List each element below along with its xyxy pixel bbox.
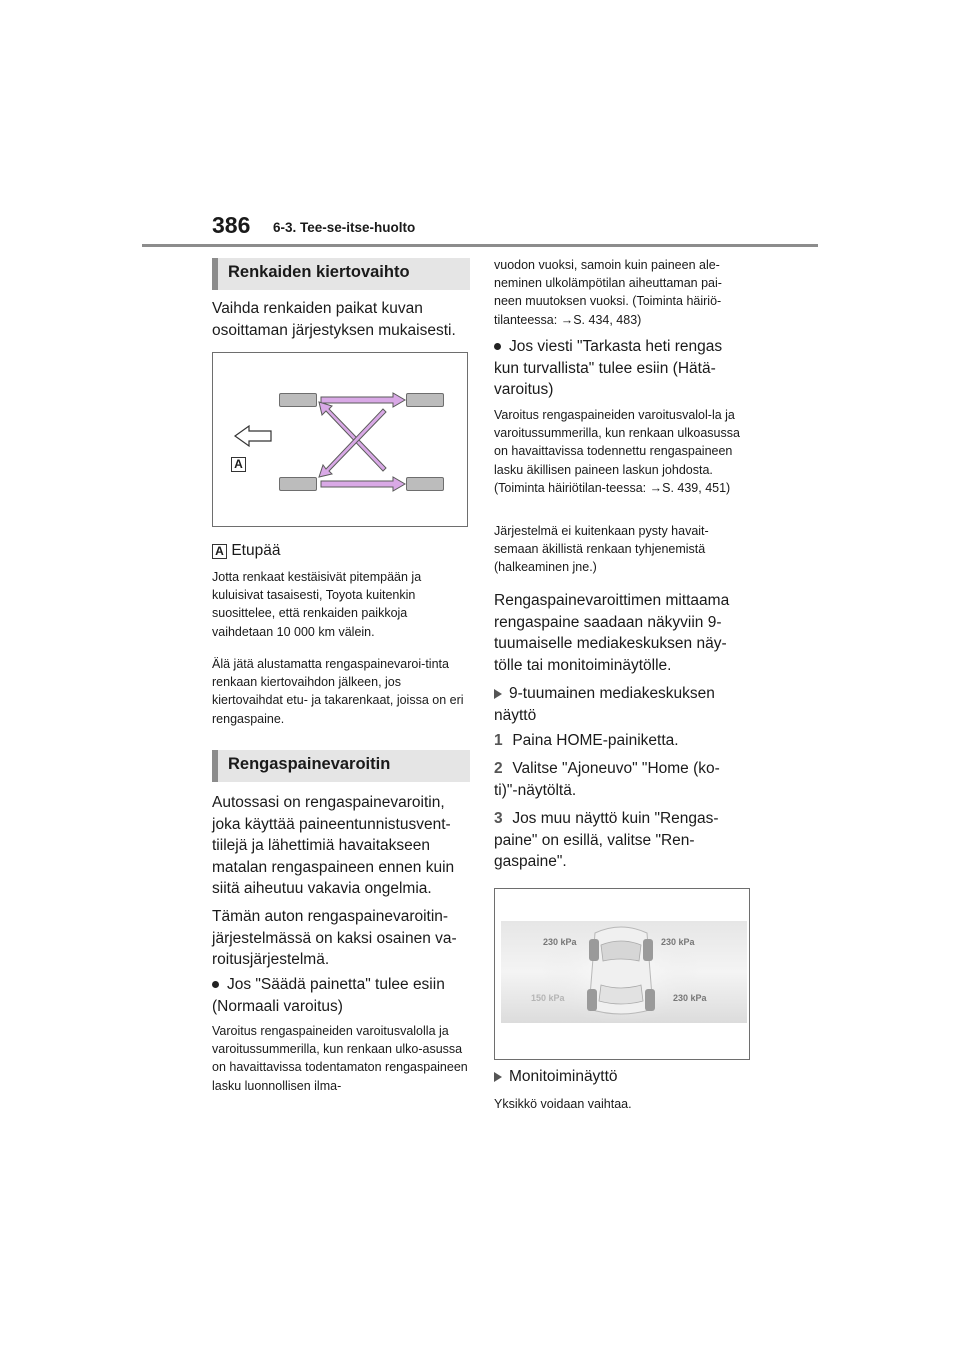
tpws-intro: Autossasi on rengaspainevaroitin, joka käyttää paineentunnistusvent-tiilejä ja lähettimiä havaitakseen matalan rengaspaineen ennen kuin siitä aiheutuu vakavia ongelmia. [212,794,455,897]
arrow-diagonal-up [319,402,386,471]
section-heading-tire-rotation: Renkaiden kiertovaihto [212,258,470,290]
figure-label-a: A [231,457,246,472]
wheel-rear-left [587,989,597,1011]
legend-front [212,540,280,562]
tpws-system: Tämän auton rengaspainevaroitin-järjestelmässä on kaksi osainen va-roitusjärjestelmä. [212,908,457,968]
wheel-front-left [589,939,599,961]
chapter-title: 6-3. Tee-se-itse-huolto [273,220,416,235]
pressure-rear-left: 150 kPa [531,993,565,1003]
legend-tag-a: A [212,544,227,559]
step-2 [494,758,734,801]
header-rule [142,244,818,247]
rotation-figure [212,352,468,527]
triangle-bullet-icon [494,689,502,699]
arrow-rear-left-to-right [321,477,405,491]
media-display-option [494,683,748,726]
step-number: 2 [494,760,503,777]
step-number: 1 [494,732,503,749]
step-3 [494,808,734,873]
normal-warning-note: Varoitus rengaspaineiden varoitusvalolla ja varoitussummerilla, kun renkaan ulko-asussa on havaittavissa todentamaton rengaspaineen lasku luonnollisen ilma- [212,1024,468,1093]
emergency-warning-note: Varoitus rengaspaineiden varoitusvalol-la ja varoitussummerilla, kun renkaan ulkoasussa on havaittavissa todennettu rengaspaineen lasku äkillisen paineen laskun johdosta. (Toiminta häiriötilan-teessa: →S. 439, 451) [494,408,740,495]
arrow-diagonal-down [319,409,386,477]
sudden-deflation-note: Järjestelmä ei kuitenkaan pysty havait-semaan äkillistä renkaan tyhjenemistä (halkeaminen jne.) [494,524,709,575]
bullet-dot [494,343,501,350]
media-display-option-text: 9-tuumainen mediakeskuksen näyttö [494,685,715,724]
tire-pressure-screen-figure [494,888,750,1060]
pressure-front-left: 230 kPa [543,937,577,947]
leak-note-continued: vuodon vuoksi, samoin kuin paineen ale-neminen ulkolämpötilan aiheuttaman pai-neen muutoksen vuoksi. (Toiminta häiriö-tilanteessa: →S. 434, 483) [494,258,722,327]
step-number: 3 [494,810,503,827]
rotation-arrows [213,353,469,528]
wheel-rear-right [645,989,655,1011]
section-heading-tpws: Rengaspainevaroitin [212,750,470,782]
pressure-display-intro: Rengaspainevaroittimen mittaama rengaspaine saadaan näkyviin 9-tuumaiselle mediakeskuksen näy-tölle tai monitoiminäytölle. [494,592,730,674]
bullet-normal-warning [212,974,470,1017]
step-1 [494,730,748,752]
bullet-emergency-warning [494,336,748,401]
bullet-emergency-warning-text: Jos viesti "Tarkasta heti rengas kun turvallista" tulee esiin (Hätä-varoitus) [494,338,723,398]
multi-display-option [494,1066,748,1088]
pressure-rear-right: 230 kPa [673,993,707,1003]
rotation-note-2: Älä jätä alustamatta rengaspainevaroi-tinta renkaan kiertovaihdon jälkeen, jos kiertovaihdat etu- ja takarenkaat, joissa on eri rengaspaine. [212,657,464,726]
step-text: Jos muu näyttö kuin "Rengas-paine" on esillä, valitse "Ren-gaspaine". [494,810,719,870]
pressure-front-right: 230 kPa [661,937,695,947]
step-text: Valitse "Ajoneuvo" "Home (ko-ti)"-näytöltä. [494,760,720,799]
legend-text: Etupää [231,542,281,559]
multi-display-option-text: Monitoiminäyttö [509,1068,618,1085]
step-text: Paina HOME-painiketta. [512,732,679,749]
bullet-dot [212,981,219,988]
wheel-front-right [643,939,653,961]
tire-pressure-screen [495,889,749,1059]
unit-change-note: Yksikkö voidaan vaihtaa. [494,1097,632,1111]
rotation-instruction: Vaihda renkaiden paikat kuvan osoittaman järjestyksen mukaisesti. [212,300,456,339]
triangle-bullet-icon [494,1072,502,1082]
front-direction-arrow [235,426,271,446]
bullet-normal-warning-text: Jos "Säädä painetta" tulee esiin (Normaali varoitus) [212,976,445,1015]
page-number: 386 [212,212,251,238]
rotation-note-1: Jotta renkaat kestäisivät pitempään ja kuluisivat tasaisesti, Toyota kuitenkin suosittelee, että renkaiden paikkoja vaihdetaan 10 000 km välein. [212,570,422,639]
arrow-front-left-to-right [321,393,405,407]
